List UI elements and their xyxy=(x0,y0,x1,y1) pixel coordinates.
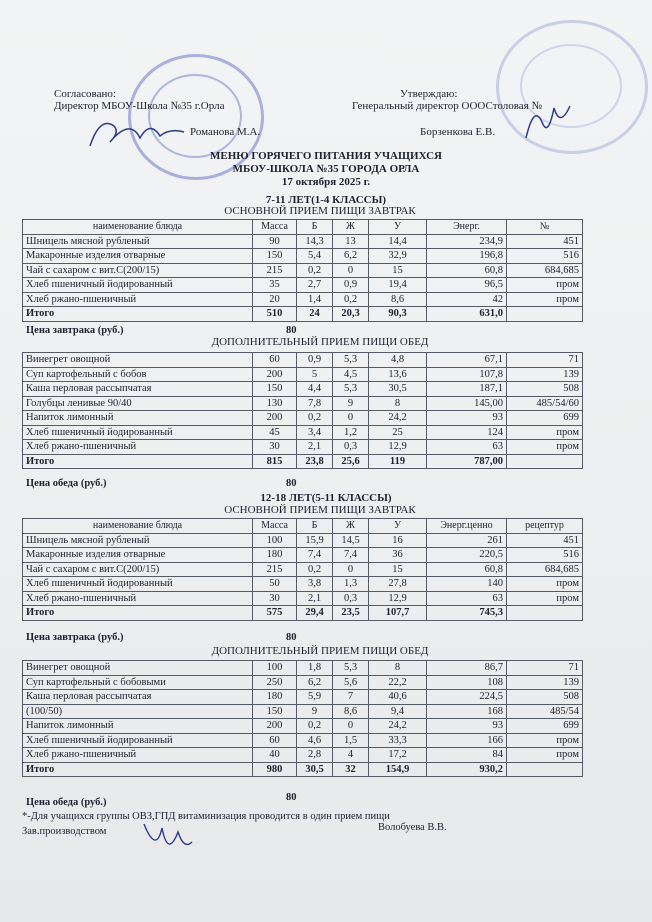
group2-lunch-section: ДОПОЛНИТЕЛЬНЫЙ ПРИЕМ ПИЩИ ОБЕД xyxy=(211,645,429,657)
value-cell: 15 xyxy=(369,562,427,577)
table-row xyxy=(23,719,583,734)
value-cell: 510 xyxy=(253,307,297,322)
dish-name-cell: Итого xyxy=(23,454,253,469)
value-cell: 60 xyxy=(253,733,297,748)
value-cell: 19,4 xyxy=(369,278,427,293)
value-cell: 71 xyxy=(507,661,583,676)
value-cell: 15,9 xyxy=(297,533,333,548)
table-row xyxy=(23,533,583,548)
dish-name-cell: Чай с сахаром с вит.С(200/15) xyxy=(23,562,253,577)
approved-by: Директор МБОУ-Школа №35 г.Орла xyxy=(54,100,225,112)
value-cell: 42 xyxy=(427,292,507,307)
dish-name-cell: Макаронные изделия отварные xyxy=(23,548,253,563)
dish-name-cell: Напиток лимонный xyxy=(23,411,253,426)
value-cell: пром xyxy=(507,748,583,763)
value-cell: 1,4 xyxy=(297,292,333,307)
table-row xyxy=(23,562,583,577)
column-header: Масса xyxy=(253,220,297,235)
value-cell: 485/54/60 xyxy=(507,396,583,411)
value-cell: 0 xyxy=(333,411,369,426)
value-cell: 5,3 xyxy=(333,353,369,368)
value-cell: 5,3 xyxy=(333,382,369,397)
value-cell: 30 xyxy=(253,440,297,455)
dish-name-cell: Хлеб пшеничный йодированный xyxy=(23,425,253,440)
group2-lunch-price: 80 xyxy=(286,792,297,803)
value-cell: 30,5 xyxy=(297,762,333,777)
value-cell: 166 xyxy=(427,733,507,748)
value-cell: 200 xyxy=(253,411,297,426)
column-header: У xyxy=(369,519,427,534)
value-cell: 2,7 xyxy=(297,278,333,293)
value-cell: 5,3 xyxy=(333,661,369,676)
table-row xyxy=(23,396,583,411)
value-cell xyxy=(507,606,583,621)
school-title: МБОУ-ШКОЛА №35 ГОРОДА ОРЛА xyxy=(232,163,420,175)
value-cell: 108 xyxy=(427,675,507,690)
table-row xyxy=(23,367,583,382)
value-cell: 150 xyxy=(253,704,297,719)
value-cell: 140 xyxy=(427,577,507,592)
dish-name-cell: Итого xyxy=(23,606,253,621)
value-cell: 4,5 xyxy=(333,367,369,382)
column-header: № xyxy=(507,220,583,235)
confirm-label: Утверждаю: xyxy=(400,88,458,100)
group2-breakfast-section: ОСНОВНОЙ ПРИЕМ ПИЩИ ЗАВТРАК xyxy=(224,504,416,516)
table-row xyxy=(23,249,583,264)
table-row xyxy=(23,748,583,763)
value-cell: 215 xyxy=(253,562,297,577)
group1-breakfast-table xyxy=(22,219,583,322)
table-row xyxy=(23,704,583,719)
value-cell: 100 xyxy=(253,661,297,676)
value-cell: 90 xyxy=(253,234,297,249)
value-cell: 23,8 xyxy=(297,454,333,469)
table-row xyxy=(23,548,583,563)
value-cell: 508 xyxy=(507,690,583,705)
table-row xyxy=(23,733,583,748)
dish-name-cell: Хлеб ржано-пшеничный xyxy=(23,292,253,307)
value-cell: 32 xyxy=(333,762,369,777)
value-cell: 35 xyxy=(253,278,297,293)
table-row xyxy=(23,411,583,426)
value-cell: 787,00 xyxy=(427,454,507,469)
value-cell: 980 xyxy=(253,762,297,777)
table-row xyxy=(23,690,583,705)
value-cell: 20,3 xyxy=(333,307,369,322)
value-cell: 6,2 xyxy=(333,249,369,264)
value-cell: 745,3 xyxy=(427,606,507,621)
value-cell: 516 xyxy=(507,548,583,563)
value-cell: 220,5 xyxy=(427,548,507,563)
value-cell: 1,8 xyxy=(297,661,333,676)
value-cell: 451 xyxy=(507,234,583,249)
value-cell: 63 xyxy=(427,440,507,455)
dish-name-cell: Итого xyxy=(23,307,253,322)
value-cell: 17,2 xyxy=(369,748,427,763)
value-cell: 63 xyxy=(427,591,507,606)
production-name: Волобуева В.В. xyxy=(378,822,447,833)
production-signature xyxy=(138,814,198,862)
group2-breakfast-price-label: Цена завтрака (руб.) xyxy=(26,632,124,643)
column-header: Энерг. xyxy=(427,220,507,235)
value-cell: 130 xyxy=(253,396,297,411)
value-cell: 261 xyxy=(427,533,507,548)
dish-name-cell: Каша перловая рассыпчатая xyxy=(23,690,253,705)
menu-date: 17 октября 2025 г. xyxy=(281,176,371,188)
dish-name-cell: Чай с сахаром с вит.С(200/15) xyxy=(23,263,253,278)
table-row xyxy=(23,382,583,397)
value-cell: 36 xyxy=(369,548,427,563)
value-cell: 154,9 xyxy=(369,762,427,777)
value-cell: 196,8 xyxy=(427,249,507,264)
group2-lunch-price-label: Цена обеда (руб.) xyxy=(26,797,107,808)
value-cell xyxy=(507,762,583,777)
value-cell: 5 xyxy=(297,367,333,382)
value-cell: 9,4 xyxy=(369,704,427,719)
value-cell: 187,1 xyxy=(427,382,507,397)
value-cell: 180 xyxy=(253,690,297,705)
dish-name-cell: Хлеб пшеничный йодированный xyxy=(23,577,253,592)
table-row xyxy=(23,292,583,307)
value-cell: 25,6 xyxy=(333,454,369,469)
value-cell: 60,8 xyxy=(427,263,507,278)
value-cell: 7 xyxy=(333,690,369,705)
value-cell: 15 xyxy=(369,263,427,278)
value-cell: 168 xyxy=(427,704,507,719)
value-cell: 2,8 xyxy=(297,748,333,763)
value-cell: 250 xyxy=(253,675,297,690)
value-cell: 107,8 xyxy=(427,367,507,382)
dish-name-cell: Хлеб ржано-пшеничный xyxy=(23,748,253,763)
group2-breakfast-price: 80 xyxy=(286,632,297,643)
group2-breakfast-table xyxy=(22,518,583,621)
value-cell: 684,685 xyxy=(507,263,583,278)
value-cell: 23,5 xyxy=(333,606,369,621)
value-cell: пром xyxy=(507,278,583,293)
value-cell: 3,4 xyxy=(297,425,333,440)
value-cell: 1,3 xyxy=(333,577,369,592)
value-cell: 234,9 xyxy=(427,234,507,249)
value-cell: 14,3 xyxy=(297,234,333,249)
value-cell: 16 xyxy=(369,533,427,548)
column-header: Энерг.ценно xyxy=(427,519,507,534)
group1-breakfast-price-label: Цена завтрака (руб.) xyxy=(26,325,124,336)
value-cell: 5,4 xyxy=(297,249,333,264)
group1-lunch-table xyxy=(22,352,583,469)
group1-breakfast-price: 80 xyxy=(286,325,297,336)
value-cell: 9 xyxy=(297,704,333,719)
value-cell: 2,1 xyxy=(297,591,333,606)
production-label: Зав.производством xyxy=(22,826,107,837)
value-cell: пром xyxy=(507,425,583,440)
value-cell: 30 xyxy=(253,591,297,606)
value-cell: 0 xyxy=(333,562,369,577)
value-cell: 684,685 xyxy=(507,562,583,577)
value-cell: 7,8 xyxy=(297,396,333,411)
group2-lunch-table xyxy=(22,660,583,777)
value-cell: 1,2 xyxy=(333,425,369,440)
value-cell: 33,3 xyxy=(369,733,427,748)
dish-name-cell: Винегрет овощной xyxy=(23,353,253,368)
value-cell: 12,9 xyxy=(369,591,427,606)
value-cell: 0,2 xyxy=(297,263,333,278)
value-cell: 45 xyxy=(253,425,297,440)
group2-heading: 12-18 ЛЕТ(5-11 КЛАССЫ) xyxy=(260,492,392,504)
value-cell: 24,2 xyxy=(369,411,427,426)
value-cell: 14,4 xyxy=(369,234,427,249)
value-cell: 0,2 xyxy=(297,411,333,426)
value-cell: 9 xyxy=(333,396,369,411)
value-cell: 0,9 xyxy=(333,278,369,293)
group1-breakfast-section: ОСНОВНОЙ ПРИЕМ ПИЩИ ЗАВТРАК xyxy=(224,205,416,217)
value-cell: 145,00 xyxy=(427,396,507,411)
value-cell: 0,3 xyxy=(333,440,369,455)
table-total-row xyxy=(23,606,583,621)
table-total-row xyxy=(23,307,583,322)
value-cell: 0,2 xyxy=(297,562,333,577)
value-cell: 20 xyxy=(253,292,297,307)
dish-name-cell: (100/50) xyxy=(23,704,253,719)
value-cell: 0,3 xyxy=(333,591,369,606)
confirm-name: Борзенкова Е.В. xyxy=(420,126,496,138)
dish-name-cell: Винегрет овощной xyxy=(23,661,253,676)
value-cell: 40,6 xyxy=(369,690,427,705)
value-cell: 4 xyxy=(333,748,369,763)
value-cell: 2,1 xyxy=(297,440,333,455)
value-cell: 8,6 xyxy=(333,704,369,719)
value-cell: 150 xyxy=(253,382,297,397)
value-cell: 451 xyxy=(507,533,583,548)
value-cell: 40 xyxy=(253,748,297,763)
value-cell: 8,6 xyxy=(369,292,427,307)
value-cell: 180 xyxy=(253,548,297,563)
table-row xyxy=(23,234,583,249)
table-header-row xyxy=(23,220,583,235)
value-cell xyxy=(507,307,583,322)
general-director-signature xyxy=(520,98,580,148)
dish-name-cell: Хлеб ржано-пшеничный xyxy=(23,440,253,455)
value-cell: 699 xyxy=(507,719,583,734)
value-cell: 32,9 xyxy=(369,249,427,264)
value-cell: 0,2 xyxy=(297,719,333,734)
table-header-row xyxy=(23,519,583,534)
value-cell: 25 xyxy=(369,425,427,440)
table-row xyxy=(23,661,583,676)
value-cell: 150 xyxy=(253,249,297,264)
value-cell: 90,3 xyxy=(369,307,427,322)
value-cell xyxy=(507,454,583,469)
value-cell: 7,4 xyxy=(333,548,369,563)
column-header: Масса xyxy=(253,519,297,534)
dish-name-cell: Суп картофельный с бобов xyxy=(23,367,253,382)
value-cell: 24 xyxy=(297,307,333,322)
column-header: Ж xyxy=(333,220,369,235)
menu-title: МЕНЮ ГОРЯЧЕГО ПИТАНИЯ УЧАЩИХСЯ xyxy=(209,150,443,162)
group1-heading: 7-11 ЛЕТ(1-4 КЛАССЫ) xyxy=(265,194,387,206)
dish-name-cell: Напиток лимонный xyxy=(23,719,253,734)
value-cell: 67,1 xyxy=(427,353,507,368)
value-cell: 485/54 xyxy=(507,704,583,719)
value-cell: 815 xyxy=(253,454,297,469)
value-cell: 224,5 xyxy=(427,690,507,705)
approved-name: Романова М.А. xyxy=(190,126,261,138)
value-cell: 119 xyxy=(369,454,427,469)
value-cell: 0,9 xyxy=(297,353,333,368)
table-row xyxy=(23,675,583,690)
value-cell: 516 xyxy=(507,249,583,264)
value-cell: 5,9 xyxy=(297,690,333,705)
value-cell: 8 xyxy=(369,661,427,676)
value-cell: пром xyxy=(507,591,583,606)
dish-name-cell: Шницель мясной рубленый xyxy=(23,533,253,548)
value-cell: 575 xyxy=(253,606,297,621)
column-header: наименование блюда xyxy=(23,220,253,235)
group1-lunch-section: ДОПОЛНИТЕЛЬНЫЙ ПРИЕМ ПИЩИ ОБЕД xyxy=(211,336,429,348)
value-cell: 631,0 xyxy=(427,307,507,322)
value-cell: 699 xyxy=(507,411,583,426)
table-row xyxy=(23,577,583,592)
value-cell: 84 xyxy=(427,748,507,763)
dish-name-cell: Шницель мясной рубленый xyxy=(23,234,253,249)
dish-name-cell: Макаронные изделия отварные xyxy=(23,249,253,264)
table-row xyxy=(23,591,583,606)
dish-name-cell: Суп картофельный с бобовыми xyxy=(23,675,253,690)
group1-lunch-price-label: Цена обеда (руб.) xyxy=(26,478,107,489)
value-cell: 0,2 xyxy=(333,292,369,307)
value-cell: 8 xyxy=(369,396,427,411)
value-cell: 24,2 xyxy=(369,719,427,734)
value-cell: 29,4 xyxy=(297,606,333,621)
value-cell: 200 xyxy=(253,719,297,734)
value-cell: пром xyxy=(507,733,583,748)
value-cell: 0 xyxy=(333,263,369,278)
value-cell: 139 xyxy=(507,675,583,690)
confirm-by: Генеральный директор ОООСтоловая № xyxy=(352,100,542,112)
value-cell: 1,5 xyxy=(333,733,369,748)
value-cell: 4,4 xyxy=(297,382,333,397)
value-cell: 13 xyxy=(333,234,369,249)
value-cell: 86,7 xyxy=(427,661,507,676)
value-cell: 107,7 xyxy=(369,606,427,621)
value-cell: пром xyxy=(507,577,583,592)
column-header: Ж xyxy=(333,519,369,534)
value-cell: 71 xyxy=(507,353,583,368)
value-cell: 13,6 xyxy=(369,367,427,382)
table-row xyxy=(23,263,583,278)
value-cell: 4,8 xyxy=(369,353,427,368)
dish-name-cell: Каша перловая рассыпчатая xyxy=(23,382,253,397)
value-cell: 6,2 xyxy=(297,675,333,690)
dish-name-cell: Хлеб ржано-пшеничный xyxy=(23,591,253,606)
value-cell: 96,5 xyxy=(427,278,507,293)
value-cell: пром xyxy=(507,440,583,455)
table-row xyxy=(23,440,583,455)
table-row xyxy=(23,278,583,293)
dish-name-cell: Хлеб пшеничный йодированный xyxy=(23,278,253,293)
value-cell: 508 xyxy=(507,382,583,397)
value-cell: 124 xyxy=(427,425,507,440)
value-cell: 60 xyxy=(253,353,297,368)
value-cell: 3,8 xyxy=(297,577,333,592)
value-cell: 5,6 xyxy=(333,675,369,690)
value-cell: 22,2 xyxy=(369,675,427,690)
table-total-row xyxy=(23,454,583,469)
value-cell: 93 xyxy=(427,411,507,426)
value-cell: 27,8 xyxy=(369,577,427,592)
dish-name-cell: Итого xyxy=(23,762,253,777)
value-cell: 215 xyxy=(253,263,297,278)
value-cell: 50 xyxy=(253,577,297,592)
column-header: У xyxy=(369,220,427,235)
value-cell: 7,4 xyxy=(297,548,333,563)
value-cell: 4,6 xyxy=(297,733,333,748)
value-cell: 0 xyxy=(333,719,369,734)
value-cell: 93 xyxy=(427,719,507,734)
column-header: Б xyxy=(297,519,333,534)
table-row xyxy=(23,353,583,368)
table-row xyxy=(23,425,583,440)
value-cell: пром xyxy=(507,292,583,307)
group1-lunch-price: 80 xyxy=(286,478,297,489)
column-header: Б xyxy=(297,220,333,235)
dish-name-cell: Голубцы ленивые 90/40 xyxy=(23,396,253,411)
table-total-row xyxy=(23,762,583,777)
value-cell: 100 xyxy=(253,533,297,548)
value-cell: 14,5 xyxy=(333,533,369,548)
value-cell: 30,5 xyxy=(369,382,427,397)
footnote: *-Для учащихся группы ОВЗ,ГПД витаминизация проводится в один прием пищи xyxy=(22,811,390,822)
value-cell: 930,2 xyxy=(427,762,507,777)
dish-name-cell: Хлеб пшеничный йодированный xyxy=(23,733,253,748)
value-cell: 60,8 xyxy=(427,562,507,577)
column-header: наименование блюда xyxy=(23,519,253,534)
approved-label: Согласовано: xyxy=(54,88,116,100)
column-header: рецептур xyxy=(507,519,583,534)
value-cell: 200 xyxy=(253,367,297,382)
value-cell: 12,9 xyxy=(369,440,427,455)
value-cell: 139 xyxy=(507,367,583,382)
